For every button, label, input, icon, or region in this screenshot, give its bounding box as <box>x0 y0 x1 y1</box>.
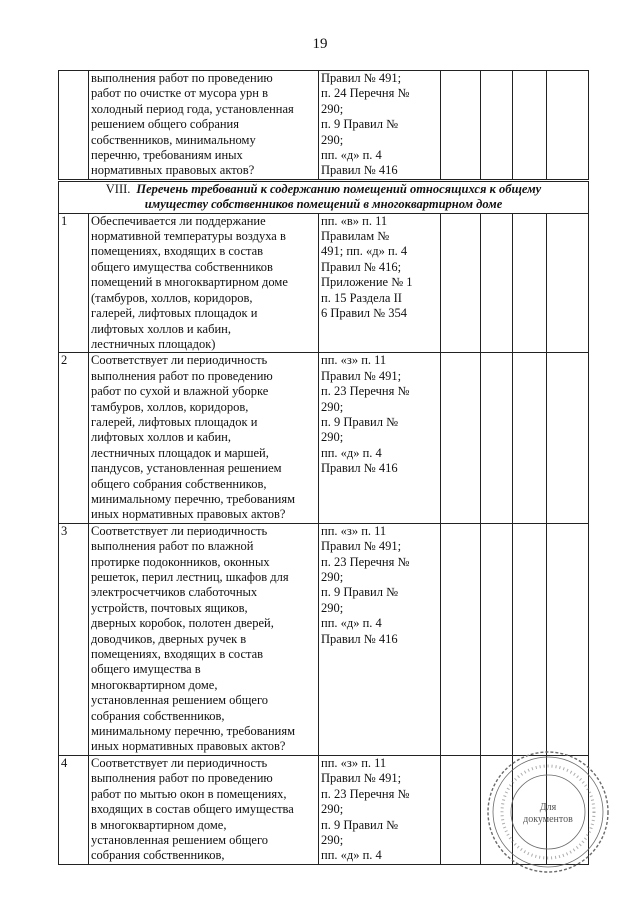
reference-cell-line: п. 23 Перечня № <box>321 554 410 569</box>
question-cell-line: Обеспечивается ли поддержание <box>91 213 266 228</box>
question-cell-line: выполнения работ по проведению <box>91 71 273 85</box>
reference-cell-line: 6 Правил № 354 <box>321 306 407 321</box>
reference-cell-line: пп. «д» п. 4 <box>321 848 382 863</box>
reference-cell-line: 290; <box>321 101 344 116</box>
reference-cell-line: Правилам № <box>321 229 390 244</box>
reference-cell-line: пп. «з» п. 11 <box>321 755 387 770</box>
question-cell-line: устройств, почтовых ящиков, <box>91 600 248 615</box>
page-number: 19 <box>312 36 328 52</box>
question-cell-line: электросчетчиков слаботочных <box>91 585 258 600</box>
reference-cell-line: Правил № 491; <box>321 539 402 554</box>
answer-cell <box>441 71 481 181</box>
reference-cell-line: 290; <box>321 570 344 584</box>
answer-cell <box>513 213 547 353</box>
answer-cell <box>481 353 513 523</box>
question-cell-line: общего имущества собственников <box>91 259 273 274</box>
answer-cell <box>441 353 481 523</box>
reference-cell-line: Правил № 416 <box>321 461 398 476</box>
answer-cell <box>481 213 513 353</box>
question-cell-line: минимальному перечню, требованиям <box>91 491 296 506</box>
question-cell <box>89 71 319 181</box>
question-cell-line: перечню, требованиям иных <box>91 148 243 163</box>
question-cell-line: общего собрания собственников, <box>91 476 267 491</box>
question-cell-line: выполнения работ по влажной <box>91 539 254 554</box>
question-cell-line: нормативной температуры воздуха в <box>91 229 286 244</box>
requirements-table-body <box>59 71 589 865</box>
question-cell <box>89 353 319 523</box>
reference-cell <box>319 213 441 353</box>
question-cell-line: минимальному перечню, требованиям <box>91 724 296 739</box>
row-number: 4 <box>59 755 89 864</box>
reference-cell-line: Правил № 416; <box>321 259 402 274</box>
answer-cell <box>481 523 513 755</box>
answer-cell <box>513 71 547 181</box>
answer-cell <box>441 755 481 864</box>
question-cell-line: входящих в состав общего имущества <box>91 802 294 817</box>
section-header-row <box>59 180 589 213</box>
reference-cell <box>319 71 441 181</box>
reference-cell-line: п. 23 Перечня № <box>321 384 410 399</box>
reference-cell-line: п. 24 Перечня № <box>321 86 410 101</box>
answer-cell <box>513 523 547 755</box>
answer-cell <box>547 71 589 181</box>
reference-cell-line: Правил № 491; <box>321 771 402 786</box>
question-cell-line: работ по мытью окон в помещениях, <box>91 786 287 801</box>
reference-cell-line: п. 23 Перечня № <box>321 786 410 801</box>
question-cell-line: доводчиков, дверных ручек в <box>91 631 247 646</box>
reference-cell <box>319 523 441 755</box>
question-cell <box>89 213 319 353</box>
question-cell-line: Соответствует ли периодичность <box>91 755 268 770</box>
answer-cell <box>441 213 481 353</box>
row-number: 2 <box>59 353 89 523</box>
section-heading <box>59 180 589 213</box>
answer-cell <box>441 523 481 755</box>
requirements-table <box>58 70 589 865</box>
reference-cell-line: 290; <box>321 832 344 847</box>
question-cell-line: выполнения работ по проведению <box>91 368 273 383</box>
reference-cell <box>319 755 441 864</box>
reference-cell-line: Приложение № 1 <box>321 275 413 290</box>
table-row <box>59 353 589 523</box>
seal-inner-text-1: Для <box>539 802 557 813</box>
question-cell-line: лифтовых холлов и кабин, <box>91 321 231 336</box>
answer-cell <box>481 71 513 181</box>
reference-cell-line: п. 9 Правил № <box>321 585 399 600</box>
question-cell-line: собрания собственников, <box>91 708 225 723</box>
question-cell <box>89 755 319 864</box>
question-cell-line: установленная решением общего <box>91 832 269 847</box>
question-cell-line: Соответствует ли периодичность <box>91 353 268 368</box>
question-cell-line: помещениях, входящих в состав <box>91 647 264 662</box>
question-cell-line: протирке подоконников, оконных <box>91 554 270 569</box>
answer-cell <box>513 353 547 523</box>
row-number: 1 <box>59 213 89 353</box>
reference-cell-line: пп. «з» п. 11 <box>321 523 387 538</box>
question-cell-line: выполнения работ по проведению <box>91 771 273 786</box>
answer-cell <box>547 213 589 353</box>
question-cell-line: собственников, минимальному <box>91 132 256 147</box>
answer-cell <box>547 353 589 523</box>
reference-cell <box>319 353 441 523</box>
answer-cell <box>547 523 589 755</box>
reference-cell-line: пп. «д» п. 4 <box>321 445 382 460</box>
question-cell-line: холодный период года, установленная <box>91 101 294 116</box>
reference-cell-line: 290; <box>321 600 344 615</box>
reference-cell-line: 290; <box>321 430 344 445</box>
reference-cell-line: 491; пп. «д» п. 4 <box>321 244 408 259</box>
section-title: Перечень требований к содержанию помещений относящихся к общему <box>136 181 542 196</box>
question-cell-line: иных нормативных правовых актов? <box>91 507 286 522</box>
question-cell-line: дверных коробок, полотен дверей, <box>91 616 274 631</box>
question-cell-line: в многоквартирном доме, <box>91 817 227 832</box>
reference-cell-line: 290; <box>321 399 344 414</box>
question-cell-line: галерей, лифтовых площадок и <box>91 414 258 429</box>
table-row <box>59 213 589 353</box>
reference-cell-line: п. 9 Правил № <box>321 117 399 132</box>
question-cell-line: работ по сухой и влажной уборке <box>91 384 269 399</box>
question-cell-line: общего имущества в <box>91 662 201 677</box>
reference-cell-line: Правил № 416 <box>321 163 398 178</box>
question-cell-line: галерей, лифтовых площадок и <box>91 306 258 321</box>
question-cell-line: нормативных правовых актов? <box>91 163 255 178</box>
question-cell-line: помещениях, входящих в состав <box>91 244 264 259</box>
question-cell-line: лестничных площадок и маршей, <box>91 445 269 460</box>
section-heading-line-2: имуществу собственников помещений в многоквартирном доме <box>144 197 503 212</box>
row-number: 3 <box>59 523 89 755</box>
reference-cell-line: п. 9 Правил № <box>321 817 399 832</box>
reference-cell-line: Правил № 491; <box>321 71 402 85</box>
row-number-cell <box>59 71 89 181</box>
question-cell-line: иных нормативных правовых актов? <box>91 739 286 754</box>
question-cell <box>89 523 319 755</box>
section-heading-line-1 <box>61 182 586 197</box>
question-cell-line: работ по очистке от мусора урн в <box>91 86 269 101</box>
question-cell-line: тамбуров, холлов, коридоров, <box>91 399 249 414</box>
question-cell-line: собрания собственников, <box>91 848 225 863</box>
question-cell-line: (тамбуров, холлов, коридоров, <box>91 290 253 305</box>
reference-cell-line: Правил № 416 <box>321 631 398 646</box>
reference-cell-line: пп. «д» п. 4 <box>321 616 382 631</box>
organization-seal <box>484 748 612 876</box>
reference-cell-line: пп. «в» п. 11 <box>321 213 388 228</box>
reference-cell-line: пп. «з» п. 11 <box>321 353 387 368</box>
question-cell-line: лифтовых холлов и кабин, <box>91 430 231 445</box>
reference-cell-line: п. 15 Раздела II <box>321 290 402 305</box>
question-cell-line: лестничных площадок) <box>91 336 216 351</box>
reference-cell-line: п. 9 Правил № <box>321 414 399 429</box>
question-cell-line: многоквартирном доме, <box>91 677 218 692</box>
question-cell-line: установленная решением общего <box>91 693 269 708</box>
reference-cell-line: 290; <box>321 802 344 817</box>
question-cell-line: пандусов, установленная решением <box>91 461 282 476</box>
reference-cell-line: 290; <box>321 132 344 147</box>
question-cell-line: решеток, перил лестниц, шкафов для <box>91 570 289 584</box>
table-row <box>59 71 589 181</box>
table-row <box>59 523 589 755</box>
section-number: VIII. <box>105 181 131 196</box>
question-cell-line: помещений в многоквартирном доме <box>91 275 288 290</box>
reference-cell-line: пп. «д» п. 4 <box>321 148 382 163</box>
seal-inner-text-2: документов <box>523 814 573 825</box>
reference-cell-line: Правил № 491; <box>321 368 402 383</box>
question-cell-line: решением общего собрания <box>91 117 239 132</box>
question-cell-line: Соответствует ли периодичность <box>91 523 268 538</box>
